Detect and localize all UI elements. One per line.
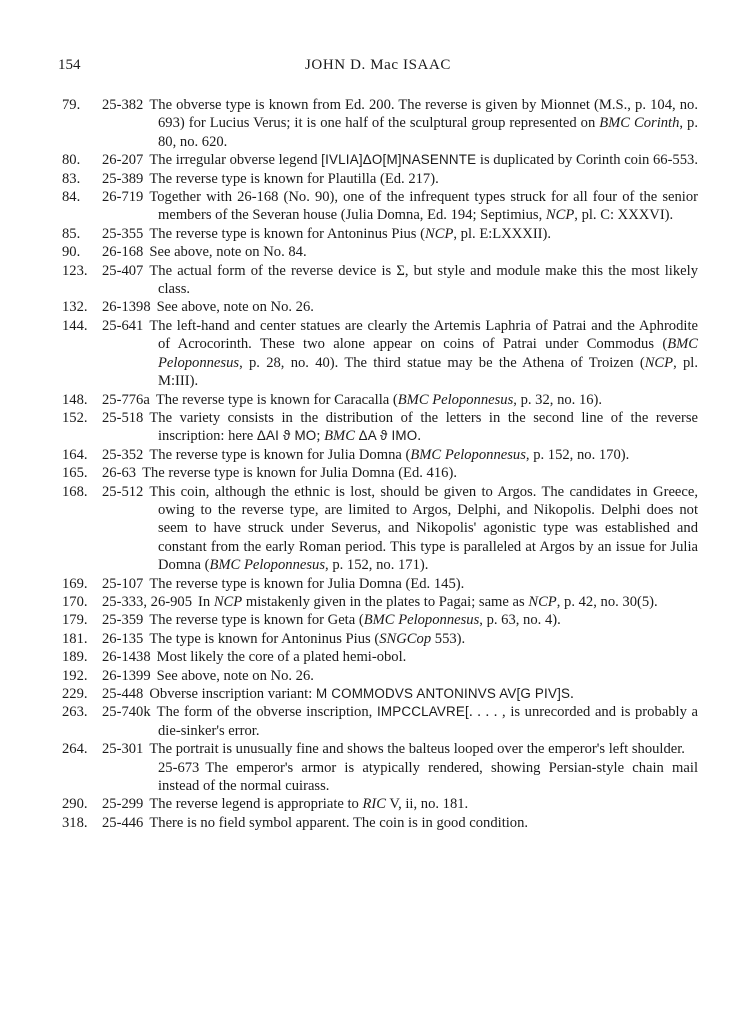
accession-number: 25-299 <box>102 796 144 813</box>
italic-reference: BMC <box>324 428 359 445</box>
italic-reference: BMC Peloponnesus <box>158 336 698 371</box>
note-item <box>0 740 756 758</box>
note-text: , p. 28, no. 40). The third statue may be the Athena of Troizen ( <box>239 354 645 371</box>
note-text: The type is known for Antoninus Pius ( <box>149 630 380 647</box>
note-number: 85. <box>62 225 81 242</box>
note-text: Obverse inscription variant: <box>149 686 316 702</box>
note-number: 84. <box>62 189 81 206</box>
note-number: 318. <box>62 814 88 831</box>
accession-number: 25-382 <box>102 97 144 113</box>
accession-number: 25-407 <box>102 262 144 279</box>
note-text: The irregular obverse legend <box>149 152 322 169</box>
note-text: In <box>198 593 214 610</box>
note-text: The actual form of the reverse device is Σ, but style and module make this the most likely class. <box>149 262 698 298</box>
note-number: 229. <box>62 686 88 702</box>
accession-number: 25-448 <box>102 686 144 702</box>
italic-reference: BMC Peloponnesus <box>209 557 326 574</box>
coin-inscription: [IVLIA]ΔO[M]NASENNTE <box>321 152 477 168</box>
accession-number: 25-641 <box>102 317 144 334</box>
note-number: 79. <box>62 97 81 113</box>
note-text: , p. 152, no. 171). <box>325 557 429 574</box>
note-text: , p. 80, no. 620. <box>158 115 698 150</box>
accession-number: 25-333, 26-905 <box>102 593 192 610</box>
accession-number: 26-135 <box>102 630 144 647</box>
running-title: JOHN D. Mac ISAAC <box>304 57 452 73</box>
note-item <box>0 409 756 446</box>
note-text: The left-hand and center statues are clearly the Artemis Laphria of Patrai and the Aphrodite of Acrocorinth. These two alone appear on coins of Patrai under Commodus ( <box>149 317 698 353</box>
italic-reference: SNGCop <box>379 630 432 647</box>
note-item <box>0 96 756 151</box>
note-number: 264. <box>62 741 88 758</box>
note-number: 83. <box>62 170 81 187</box>
note-text: The reverse type is known for Julia Domna (Ed. 416). <box>142 465 457 482</box>
italic-reference: NCP <box>545 207 575 224</box>
note-number: 132. <box>62 299 88 316</box>
note-item <box>0 703 756 740</box>
note-text: The portrait is unusually fine and shows the balteus looped over the emperor's left shoulder. <box>149 741 685 758</box>
note-item <box>0 225 756 243</box>
note-item <box>0 243 756 261</box>
note-text: . <box>570 686 574 702</box>
note-number: 123. <box>62 262 88 279</box>
accession-number: 25-776a <box>102 391 150 408</box>
note-number: 144. <box>62 317 88 334</box>
accession-number: 25-518 <box>102 409 144 426</box>
accession-number: 26-719 <box>102 189 144 206</box>
italic-reference: RIC <box>362 796 387 813</box>
note-number: 263. <box>62 704 88 721</box>
note-number: 169. <box>62 575 88 592</box>
note-text: The reverse type is known for Geta ( <box>149 612 364 629</box>
note-number: 148. <box>62 391 88 408</box>
note-text: is duplicated by Corinth coin 66-553. <box>476 152 698 169</box>
note-text: This coin, although the ethnic is lost, should be given to Argos. The candidates in Greece, owing to the reverse type, are limited to Argos, Delphi, and Nikopolis. Delphi does not seem to have struck under Severus, and Nikopolis' agonistic type was established and constant from the early Roman period. This type is paralleled at Argos by an issue for Julia Domna ( <box>149 483 698 574</box>
note-item <box>0 391 756 409</box>
note-text: Most likely the core of a plated hemi-obol. <box>156 649 407 666</box>
accession-number: 25-389 <box>102 170 144 187</box>
accession-number: 25-107 <box>102 575 144 592</box>
note-number: 192. <box>62 667 88 684</box>
note-text: The reverse type is known for Julia Domna ( <box>149 446 411 463</box>
note-item <box>0 648 756 666</box>
accession-number: 25-512 <box>102 483 144 500</box>
accession-number: 25-673 <box>158 759 200 776</box>
italic-reference: NCP <box>528 593 557 610</box>
note-text: See above, note on No. 84. <box>149 244 307 261</box>
note-number: 168. <box>62 483 88 500</box>
coin-inscription: ΔA ϑ IMO <box>358 428 418 444</box>
coin-inscription: IMPCCLAVRE[ <box>376 704 469 720</box>
accession-number: 25-446 <box>102 814 144 831</box>
note-text: , pl. M:III). <box>158 354 698 390</box>
note-number: 152. <box>62 409 88 426</box>
italic-reference: BMC Peloponnesus <box>397 391 514 408</box>
italic-reference: NCP <box>644 354 674 371</box>
note-text: , pl. E:LXXXII). <box>453 225 552 242</box>
note-item <box>0 814 756 832</box>
note-number: 164. <box>62 446 88 463</box>
coin-inscription: ΔAI ϑ MO <box>256 428 317 444</box>
note-item <box>0 759 756 796</box>
note-item <box>0 630 756 648</box>
note-text: The variety consists in the distribution of the letters in the second line of the reverse inscription: here <box>149 409 698 445</box>
note-item <box>0 795 756 813</box>
note-text: V, ii, no. 181. <box>386 796 469 813</box>
coin-inscription: M COMMODVS ANTONINVS AV[G PIV]S <box>315 686 571 701</box>
note-text: , p. 63, no. 4). <box>479 612 561 629</box>
note-item <box>0 611 756 629</box>
note-number: 90. <box>62 244 81 261</box>
note-number: 179. <box>62 612 88 629</box>
note-text: Together with 26-168 (No. 90), one of the infrequent types struck for all four of the senior members of the Severan house (Julia Domna, Ed. 194; Septimius, <box>149 189 698 224</box>
italic-reference: BMC Peloponnesus <box>363 612 480 629</box>
note-item <box>0 298 756 316</box>
note-text: The reverse type is known for Caracalla ( <box>155 391 398 408</box>
notes-list <box>0 96 756 832</box>
note-text: The emperor's armor is atypically rendered, showing Persian-style chain mail instead of the normal cuirass. <box>158 759 698 795</box>
accession-number: 26-1398 <box>102 299 151 316</box>
note-number: 181. <box>62 630 88 647</box>
italic-reference: NCP <box>424 225 454 242</box>
note-item <box>0 575 756 593</box>
note-number: 165. <box>62 465 88 482</box>
note-text: ; <box>316 428 325 445</box>
italic-reference: NCP <box>213 593 243 610</box>
note-item <box>0 464 756 482</box>
note-item <box>0 667 756 685</box>
accession-number: 25-359 <box>102 612 144 629</box>
note-item <box>0 170 756 188</box>
note-item <box>0 446 756 464</box>
note-text: , pl. C: XXXVI). <box>574 207 674 224</box>
accession-number: 26-207 <box>102 152 144 169</box>
accession-number: 25-355 <box>102 225 144 242</box>
note-item <box>0 685 756 703</box>
note-text: The form of the obverse inscription, <box>156 704 377 721</box>
note-text: See above, note on No. 26. <box>156 299 314 316</box>
note-text: , p. 152, no. 170). <box>525 446 630 463</box>
note-number: 290. <box>62 796 88 813</box>
note-text: The obverse type is known from Ed. 200. The reverse is given by Mionnet (M.S., p. 104, no. 693) for Lucius Verus; it is one half of the sculptural group represented on <box>149 97 698 132</box>
note-text: The reverse type is known for Julia Domna (Ed. 145). <box>149 575 465 592</box>
note-text: 553). <box>431 630 466 647</box>
note-text: . . . . , is unrecorded and is probably a die-sinker's error. <box>158 704 698 739</box>
note-item <box>0 262 756 299</box>
italic-reference: BMC Corinth <box>599 115 680 132</box>
accession-number: 25-740k <box>102 704 151 721</box>
note-item <box>0 593 756 611</box>
note-text: The reverse type is known for Plautilla (Ed. 217). <box>149 170 439 187</box>
note-item <box>0 188 756 225</box>
running-header <box>0 57 756 77</box>
accession-number: 26-1399 <box>102 667 151 684</box>
note-text: . <box>417 428 422 445</box>
accession-number: 26-63 <box>102 465 137 482</box>
note-item <box>0 151 756 169</box>
note-number: 80. <box>62 152 81 169</box>
note-number: 170. <box>62 593 88 610</box>
note-text: The reverse type is known for Antoninus Pius ( <box>149 225 425 242</box>
note-text: The reverse legend is appropriate to <box>149 796 363 813</box>
note-text: See above, note on No. 26. <box>156 667 314 684</box>
accession-number: 25-301 <box>102 741 144 758</box>
accession-number: 25-352 <box>102 446 144 463</box>
italic-reference: BMC Peloponnesus <box>410 446 526 463</box>
note-text: mistakenly given in the plates to Pagai; same as <box>242 593 529 610</box>
note-number: 189. <box>62 649 88 666</box>
page-number: 154 <box>58 57 81 73</box>
note-text: , p. 42, no. 30(5). <box>556 593 658 610</box>
note-item <box>0 317 756 391</box>
accession-number: 26-1438 <box>102 649 151 666</box>
note-text: There is no field symbol apparent. The coin is in good condition. <box>149 814 529 831</box>
note-text: , p. 32, no. 16). <box>513 391 603 408</box>
note-item <box>0 483 756 575</box>
accession-number: 26-168 <box>102 244 144 261</box>
